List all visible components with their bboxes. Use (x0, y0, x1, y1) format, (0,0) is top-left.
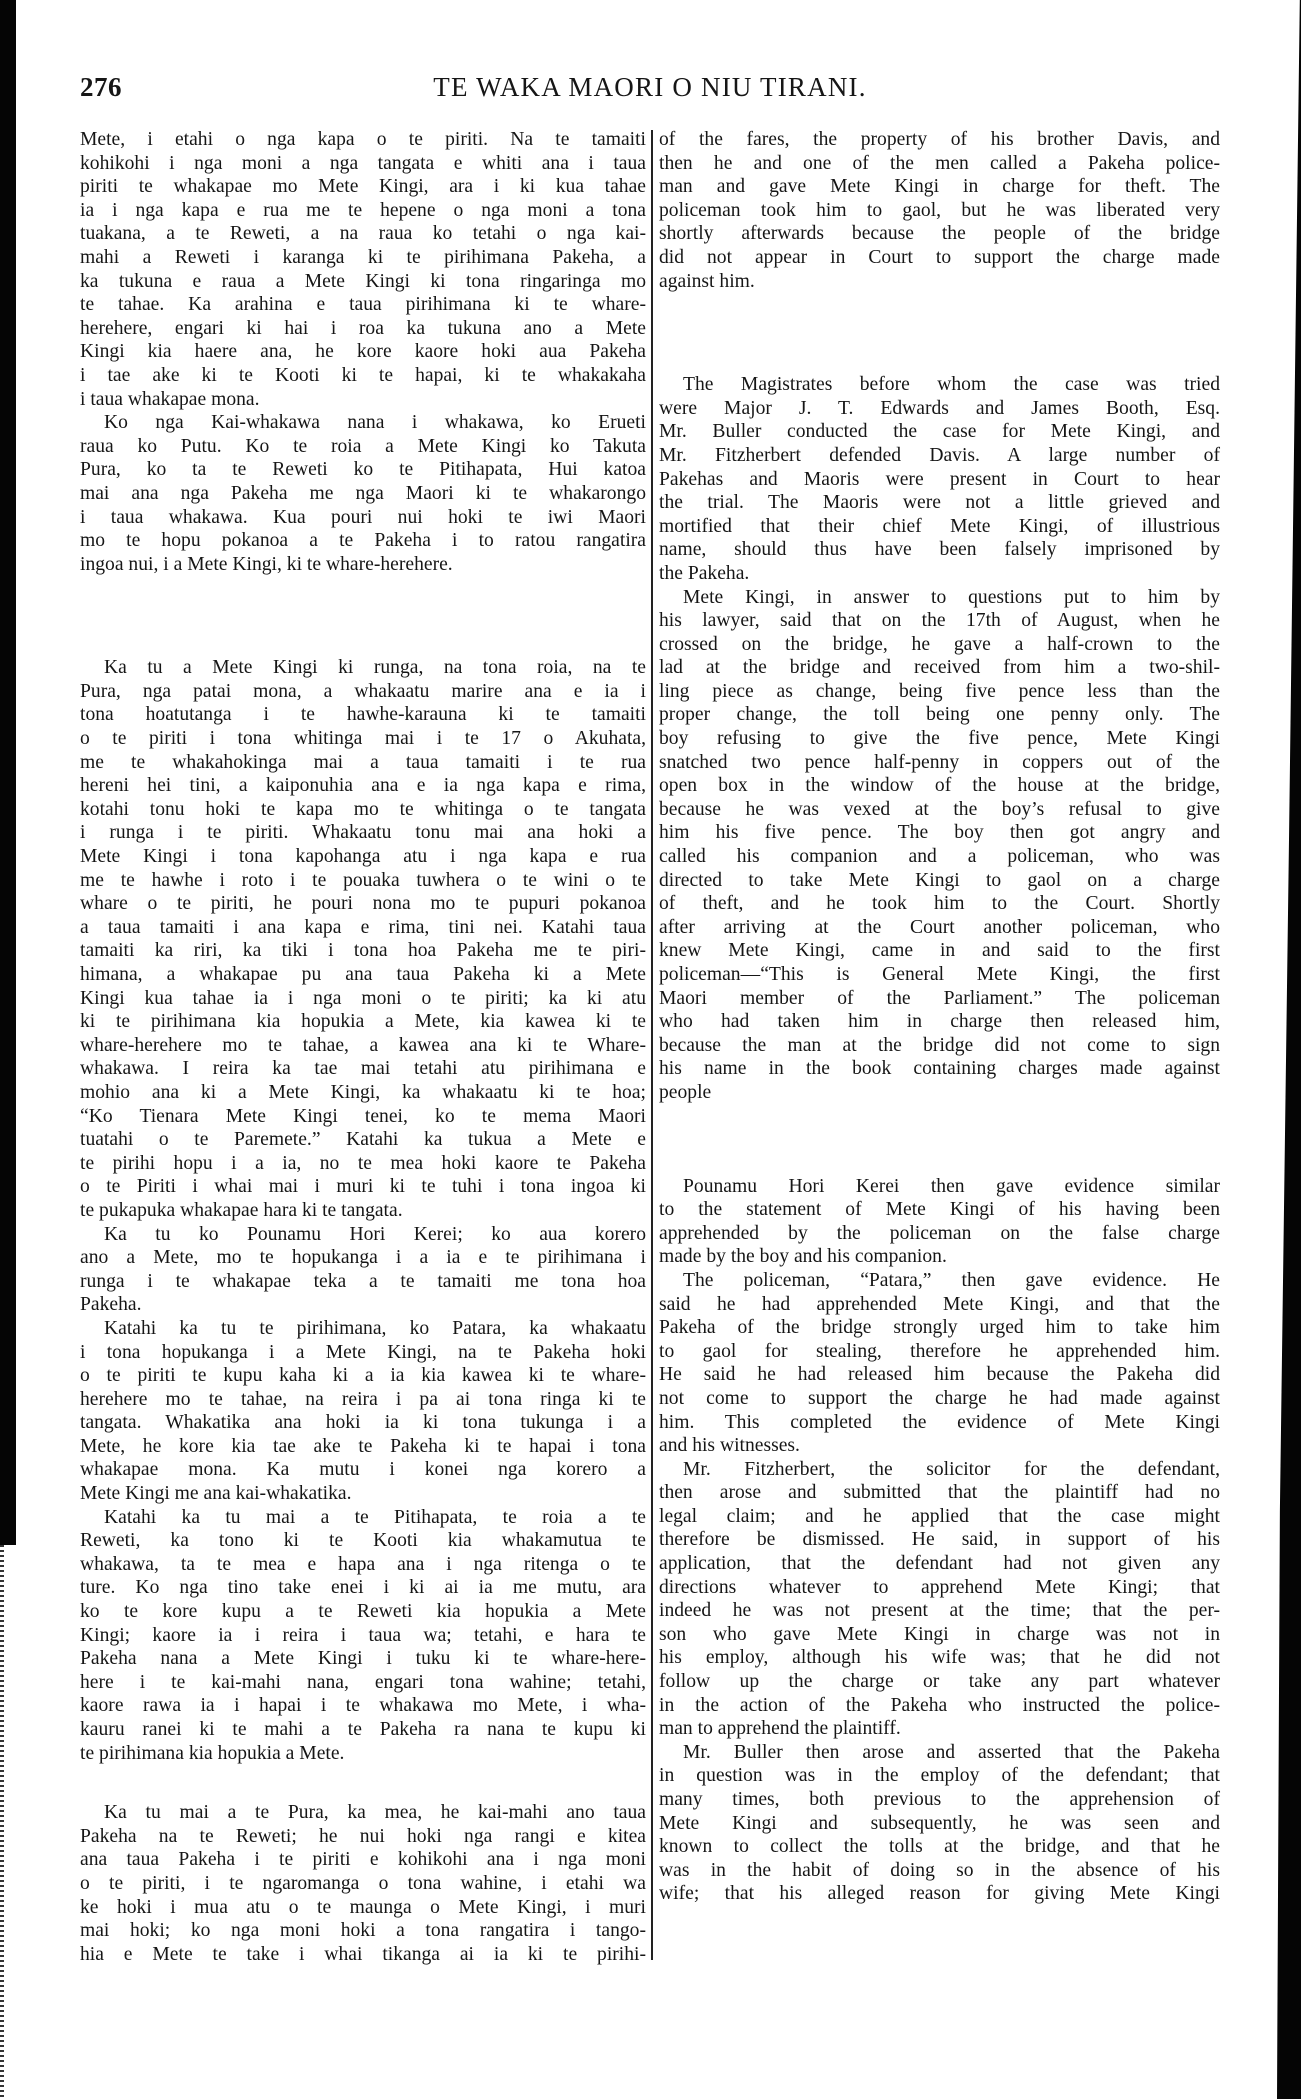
text-line: then he and one of the men called a Pakeha police- (659, 152, 1220, 174)
paragraph (659, 373, 1220, 585)
paragraph (659, 1741, 1220, 1906)
text-line: Mete Kingi, in answer to questions put to him by (683, 586, 1220, 608)
text-line: Mete, he kore kia tae ake te Pakeha ki te hapai i tona (80, 1435, 646, 1457)
text-line: Pakeha na te Reweti; he nui hoki nga rangi e kitea (80, 1825, 646, 1847)
text-line: mo te hopu pokanoa a te Pakeha i to ratou rangatira (80, 530, 646, 552)
paragraph (659, 128, 1220, 293)
text-line: Kingi kia haere ana, he kore kaore hoki aua Pakeha (80, 341, 646, 363)
text-line: said he had apprehended Mete Kingi, and that the (659, 1293, 1220, 1315)
text-line: was in the habit of doing so in the absence of his (659, 1859, 1220, 1881)
text-line: The policeman, “Patara,” then gave evidence. He (683, 1269, 1220, 1291)
paragraph-gap (80, 576, 646, 656)
text-line: Mr. Fitzherbert defended Davis. A large number of (659, 444, 1220, 466)
text-line: me te hawhe i roto i te pouaka tuwhera o te wini o te (80, 869, 646, 891)
text-line: Pakeha of the bridge strongly urged him to take him (659, 1317, 1220, 1339)
text-line: knew Mete Kingi, came in and said to the first (659, 940, 1220, 962)
right-column-english-text (659, 128, 1220, 1906)
text-line: son who gave Mete Kingi in charge was not in (659, 1623, 1220, 1645)
left-column-maori-text (80, 128, 646, 1966)
text-line: legal claim; and he applied that the case might (659, 1505, 1220, 1527)
paragraph-gap (659, 293, 1220, 373)
text-line: directed to take Mete Kingi to gaol on a charge (659, 869, 1220, 891)
text-line: made by the boy and his companion. (659, 1246, 947, 1268)
text-line: mahi a Reweti i karanga ki te pirihimana Pakeha, a (80, 246, 646, 268)
text-line: the Pakeha. (659, 562, 750, 584)
text-line: ana taua Pakeha i te piriti e kohikohi ana i nga moni (80, 1849, 646, 1871)
text-line: follow up the charge or take any part whatever (659, 1671, 1220, 1693)
text-line: ture. Ko nga tino take enei i ki ai ia me mutu, ara (80, 1577, 646, 1599)
text-line: himana, a whakapae pu ana taua Pakeha ki a Mete (80, 964, 646, 985)
text-line: ano a Mete, mo te hopukanga i a ia e te pirihimana i (80, 1247, 646, 1269)
text-line: tangata. Whakatika ana hoki ia ki tona tukunga i a (80, 1412, 646, 1434)
text-line: Reweti, ka tono ki te Kooti kia whakamutua te (80, 1530, 646, 1552)
paragraph (659, 1175, 1220, 1269)
text-line: mortified that their chief Mete Kingi, of illustrious (659, 515, 1220, 537)
text-line: ingoa nui, i a Mete Kingi, ki te whare-herehere. (80, 553, 453, 575)
text-line: ka tukuna e raua a Mete Kingi ki tona ringaringa mo (80, 270, 646, 292)
text-line: kohikohi i nga moni a nga tangata e whiti ana i taua (80, 152, 646, 174)
text-line: piriti te whakapae mo Mete Kingi, ara i ki kua tahae (80, 176, 646, 198)
text-line: o te piriti te kupu kaha ki a ia kia kawea ki te whare- (80, 1365, 646, 1387)
text-line: raua ko Putu. Ko te roia a Mete Kingi ko Takuta (80, 435, 646, 457)
text-line: runga i te whakapae teka a te tamaiti me tona hoa (80, 1270, 646, 1292)
text-line: policeman took him to gaol, but he was liberated very (659, 199, 1220, 221)
text-line: te pirihi hopu i a ia, no te mea hoki kaore te Pakeha (80, 1152, 646, 1174)
text-line: He said he had released him because the Pakeha did (659, 1364, 1220, 1386)
text-line: Mete Kingi and subsequently, he was seen and (659, 1812, 1220, 1834)
text-line: policeman—“This is General Mete Kingi, the first (659, 964, 1220, 985)
text-line: because the man at the bridge did not come to sign (659, 1034, 1220, 1056)
text-line: because he was vexed at the boy’s refusal to give (659, 798, 1220, 820)
running-title: TE WAKA MAORI O NIU TIRANI. (433, 72, 867, 102)
text-line: Pakehas and Maoris were present in Court to hear (659, 468, 1220, 490)
text-line: mai ana nga Pakeha me nga Maori ki te whakarongo (80, 482, 646, 504)
text-line: te pukapuka whakapae hara ki te tangata. (80, 1199, 403, 1221)
text-line: to gaol for stealing, therefore he apprehended him. (659, 1340, 1220, 1362)
text-line: open box in the window of the house at the bridge, (659, 775, 1220, 797)
text-line: “Ko Tienara Mete Kingi tenei, ko te mema Maori (80, 1105, 646, 1127)
text-line: to the statement of Mete Kingi of his having been (659, 1199, 1220, 1221)
scan-edge-right (1277, 0, 1301, 2099)
text-line: who had taken him in charge then released him, (659, 1011, 1220, 1033)
text-line: o te Piriti i whai mai i muri ki te tuhi i tona ingoa ki (80, 1176, 646, 1198)
text-line: whare o te piriti, he pouri nona mo te pupuri pokanoa (80, 893, 646, 915)
text-line: and his witnesses. (659, 1435, 800, 1457)
text-line: ia i nga kapa e rua me te hepene o nga moni a tona (80, 199, 646, 221)
text-line: Mr. Buller then arose and asserted that the Pakeha (683, 1741, 1220, 1763)
text-line: were Major J. T. Edwards and James Booth, Esq. (659, 397, 1220, 419)
text-line: Mete Kingi me ana kai-whakatika. (80, 1483, 352, 1505)
paragraph (659, 1458, 1220, 1741)
text-line: therefore be dismissed. He said, in support of his (659, 1529, 1220, 1551)
text-line: man and gave Mete Kingi in charge for theft. The (659, 176, 1220, 198)
text-line: kotahi tonu hoki te kapa mo te whitinga o te tangata (80, 798, 646, 820)
text-line: in question was in the employ of the defendant; that (659, 1765, 1220, 1787)
text-line: here i te kai-mahi nana, engari tona wahine; tetahi, (80, 1671, 646, 1693)
paragraph (80, 656, 646, 1222)
text-line: whakawa, ta te mea e hapa ana i nga ritenga o te (80, 1553, 646, 1575)
text-line: crossed on the bridge, he gave a half-crown to the (659, 633, 1220, 655)
text-line: apprehended by the policeman on the false charge (659, 1222, 1220, 1244)
text-line: Mete, i etahi o nga kapa o te piriti. Na te tamaiti (80, 129, 646, 150)
text-line: whakapae mona. Ka mutu i konei nga korero a (80, 1459, 646, 1481)
text-line: Katahi ka tu te pirihimana, ko Patara, ka whakaatu (104, 1317, 646, 1339)
paragraph (659, 1269, 1220, 1458)
text-line: me te whakahokinga mai a taua tamaiti i te rua (80, 751, 646, 773)
column-divider (651, 130, 653, 1960)
text-line: o te piriti, i te ngaromanga o tona wahine, i etahi wa (80, 1872, 646, 1894)
page-number: 276 (80, 72, 122, 102)
text-line: against him. (659, 270, 755, 292)
text-line: tuakana, a te Reweti, a na raua ko tetahi o nga kai- (80, 223, 646, 245)
page-header (80, 72, 1220, 112)
text-line: his name in the book containing charges made against (659, 1058, 1220, 1080)
text-line: Ka tu ko Pounamu Hori Kerei; ko aua korero (104, 1223, 646, 1245)
text-line: whakawa. I reira ka tae mai tetahi atu pirihimana e (80, 1058, 646, 1080)
text-line: Pakeha. (80, 1294, 142, 1316)
text-line: herehere, engari ki hai i roa ka tukuna ano a Mete (80, 317, 646, 339)
paragraph (80, 1223, 646, 1317)
text-line: tuatahi o te Paremete.” Katahi ka tukua a Mete e (80, 1129, 646, 1151)
paragraph-gap (80, 1765, 646, 1801)
text-line: ko te kore kupu a te Reweti kia hopukia a Mete (80, 1601, 646, 1623)
text-line: te pirihimana kia hopukia a Mete. (80, 1742, 345, 1764)
text-line: i tona hopukanga i a Mete Kingi, na te Pakeha hoki (80, 1341, 646, 1363)
paragraph (80, 411, 646, 576)
text-line: him. This completed the evidence of Mete Kingi (659, 1411, 1220, 1433)
text-line: of theft, and he took him to the Court. Shortly (659, 893, 1220, 915)
text-line: te tahae. Ka arahina e taua pirihimana ki te whare- (80, 294, 646, 316)
paragraph (80, 1801, 646, 1966)
text-line: tona hoatutanga i te hawhe-karauna ki te tamaiti (80, 704, 646, 726)
scan-edge-left-dotted (0, 1545, 4, 2099)
text-line: proper change, the toll being one penny only. The (659, 704, 1220, 726)
text-line: The Magistrates before whom the case was tried (683, 374, 1220, 396)
text-line: i tae ake ki te Kooti ki te hapai, ki te whakakaha (80, 364, 646, 386)
text-line: mai hoki; ko nga moni hoki a tona rangatira i tango- (80, 1920, 646, 1942)
text-line: of the fares, the property of his brother Davis, and (659, 129, 1220, 150)
text-line: Maori member of the Parliament.” The policeman (659, 987, 1220, 1009)
text-line: not come to support the charge he had made against (659, 1387, 1220, 1409)
text-line: many times, both previous to the apprehension of (659, 1789, 1220, 1810)
text-line: directions whatever to apprehend Mete Kingi; that (659, 1576, 1220, 1598)
text-line: i taua whakapae mona. (80, 388, 260, 410)
text-line: Kingi; kaore ia i reira i taua wa; tetahi, e hara te (80, 1624, 646, 1646)
text-line: mohio ana ki a Mete Kingi, ka whakaatu ki te hoa; (80, 1081, 646, 1103)
text-line: people (659, 1081, 712, 1103)
text-line: hereni hei tini, a kaiponuhia ana e ia nga kapa e rima, (80, 775, 646, 797)
text-line: ling piece as change, being five pence less than the (659, 680, 1220, 702)
text-line: i taua whakawa. Kua pouri nui hoki te iwi Maori (80, 506, 646, 528)
text-line: Pakeha nana a Mete Kingi i tuku ki te whare-here- (80, 1648, 646, 1670)
text-line: did not appear in Court to support the charge made (659, 246, 1220, 268)
text-line: boy refusing to give the five pence, Mete Kingi (659, 728, 1220, 750)
text-line: i runga i te piriti. Whakaatu tonu mai ana hoki a (80, 822, 646, 844)
paragraph-gap (659, 1105, 1220, 1175)
text-line: whare-herehere mo te tahae, a kawea ana ki te Whare- (80, 1034, 646, 1056)
paragraph (659, 586, 1220, 1105)
text-line: indeed he was not present at the time; that the per- (659, 1600, 1220, 1622)
paragraph (80, 1317, 646, 1506)
text-line: in the action of the Pakeha who instructed the police- (659, 1694, 1220, 1716)
text-line: Pura, ko ta te Reweti ko te Pitihapata, Hui katoa (80, 459, 646, 481)
text-line: kauru ranei ki te mahi a te Pakeha ra nana te kupu ki (80, 1719, 646, 1740)
text-line: Ka tu mai a te Pura, ka mea, he kai-mahi ano taua (104, 1802, 646, 1824)
text-line: Mr. Buller conducted the case for Mete Kingi, and (659, 421, 1220, 443)
text-line: Ko nga Kai-whakawa nana i whakawa, ko Erueti (104, 412, 646, 434)
text-line: Mete Kingi i tona kapohanga atu i nga kapa e rua (80, 846, 646, 868)
text-line: shortly afterwards because the people of the bridge (659, 223, 1220, 245)
text-line: then arose and submitted that the plaintiff had no (659, 1482, 1220, 1504)
text-line: known to collect the tolls at the bridge, and that he (659, 1836, 1220, 1858)
text-line: herehere mo te tahae, na reira i pa ai tona ringa ki te (80, 1388, 646, 1410)
text-line: ke hoki i mua atu o te maunga o Mete Kingi, i muri (80, 1896, 646, 1918)
text-line: ki te pirihimana kia hopukia a Mete, kia kawea ki te (80, 1011, 646, 1033)
text-line: the trial. The Maoris were not a little grieved and (659, 492, 1220, 514)
text-line: Pura, nga patai mona, a whakaatu marire ana e ia i (80, 680, 646, 702)
paragraph (80, 128, 646, 411)
text-line: Katahi ka tu mai a te Pitihapata, te roia a te (104, 1506, 646, 1528)
text-line: after arriving at the Court another policeman, who (659, 916, 1220, 938)
paragraph (80, 1506, 646, 1766)
text-line: him his five pence. The boy then got angry and (659, 822, 1220, 844)
text-line: snatched two pence half-penny in coppers out of the (659, 751, 1220, 773)
text-line: o te piriti i tona whitinga mai i te 17 o Akuhata, (80, 728, 646, 750)
text-line: Kingi kua tahae ia i nga moni o te piriti; ka ki atu (80, 987, 646, 1009)
text-line: wife; that his alleged reason for giving Mete Kingi (659, 1883, 1220, 1905)
text-line: Ka tu a Mete Kingi ki runga, na tona roia, na te (104, 657, 646, 679)
text-line: a taua tamaiti i ana kapa e rima, tini nei. Katahi taua (80, 916, 646, 938)
text-line: kaore rawa ia i hapai i te whakawa mo Mete, i wha- (80, 1695, 646, 1717)
text-line: man to apprehend the plaintiff. (659, 1718, 901, 1740)
text-line: lad at the bridge and received from him a two-shil- (659, 657, 1220, 679)
text-line: application, that the defendant had not given any (659, 1553, 1220, 1575)
text-line: Pounamu Hori Kerei then gave evidence similar (683, 1175, 1220, 1197)
text-line: hia e Mete te take i whai tikanga ai ia ki te pirihi- (80, 1943, 646, 1965)
text-line: his employ, although his wife was; that he did not (659, 1647, 1220, 1669)
scan-edge-left (0, 0, 16, 1545)
text-line: Mr. Fitzherbert, the solicitor for the defendant, (683, 1458, 1220, 1480)
text-line: called his companion and a policeman, who was (659, 846, 1220, 868)
text-line: his lawyer, said that on the 17th of August, when he (659, 610, 1220, 632)
text-line: tamaiti ka riri, ka tiki i tona hoa Pakeha me te piri- (80, 940, 646, 962)
text-line: name, should thus have been falsely imprisoned by (659, 539, 1220, 561)
